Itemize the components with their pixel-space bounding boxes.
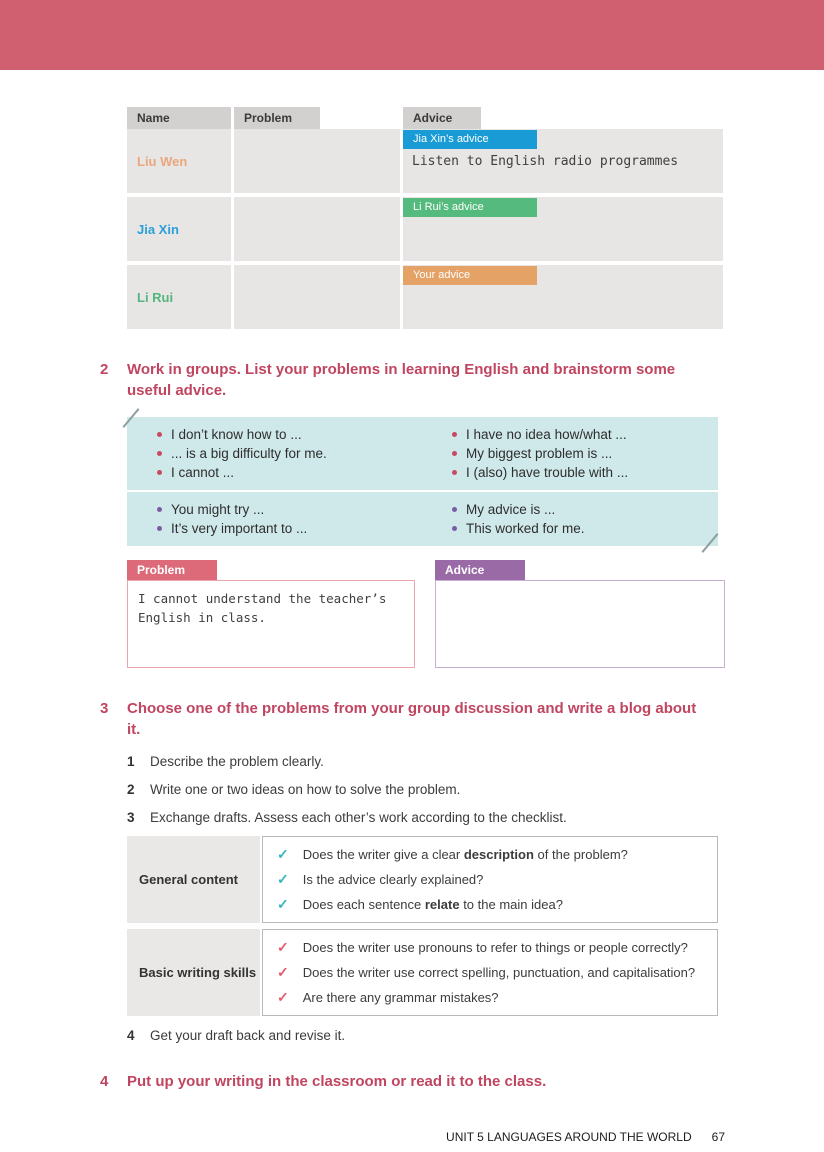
phrases-right-column [452, 500, 718, 538]
assessment-checklist [127, 836, 725, 1016]
checklist-item-text: Does the writer use correct spelling, punctuation, and capitalisation? [302, 965, 696, 980]
section4-heading [100, 1071, 725, 1092]
advice-table-body [127, 129, 725, 329]
page-top-banner [0, 0, 824, 70]
phrase-text: I (also) have trouble with ... [466, 465, 629, 480]
step-item [127, 780, 725, 799]
column-header-advice: Advice [403, 107, 481, 129]
advice-cell-row2 [403, 197, 723, 261]
advice-write-box [435, 560, 725, 668]
section2-title: Work in groups. List your problems in learning English and brainstorm some useful advice. [127, 361, 676, 399]
footer-page-number: 67 [711, 1130, 725, 1144]
bullet-dot-icon [452, 507, 457, 512]
problem-handwritten-text: I cannot understand the teacher’s English in class. [138, 591, 387, 625]
step-number: 4 [127, 1028, 135, 1043]
advice-handwritten-text-row1: Listen to English radio programmes [412, 154, 679, 169]
phrase-item [452, 500, 718, 519]
bullet-dot-icon [157, 451, 162, 456]
footer-unit-text: UNIT 5 LANGUAGES AROUND THE WORLD [446, 1130, 692, 1144]
phrase-item [157, 500, 452, 519]
phrase-text: This worked for me. [466, 521, 585, 536]
advice-cell-row3 [403, 265, 723, 329]
step-number: 2 [127, 782, 135, 797]
phrase-text: I cannot ... [171, 465, 235, 480]
checklist-item-text: Does the writer give a clear description of the problem? [302, 847, 628, 862]
phrase-text: My biggest problem is ... [466, 446, 613, 461]
step-item [127, 752, 725, 771]
section3-steps [127, 752, 725, 827]
bullet-dot-icon [157, 526, 162, 531]
bullet-dot-icon [157, 432, 162, 437]
checklist-item-text: Does each sentence relate to the main idea? [302, 897, 563, 912]
problem-box-label: Problem [127, 560, 217, 580]
section2-number: 2 [100, 361, 109, 378]
checklist-block-general-content [127, 836, 725, 923]
section3-heading [100, 698, 725, 740]
advice-box-label: Advice [435, 560, 525, 580]
step-text: Write one or two ideas on how to solve the problem. [150, 782, 461, 797]
phrase-item [157, 444, 452, 463]
advice-phrases-group [127, 492, 718, 546]
useful-expressions-box [127, 417, 718, 546]
bullet-dot-icon [452, 451, 457, 456]
advice-label-your-advice: Your advice [403, 266, 537, 285]
check-icon: ✓ [277, 989, 289, 1005]
name-cell-li-rui: Li Rui [127, 265, 231, 329]
checklist-item [263, 935, 717, 960]
step-item [127, 1026, 725, 1045]
advice-cell-row1 [403, 129, 723, 193]
step-text: Exchange drafts. Assess each other’s work according to the checklist. [150, 810, 567, 825]
section4-title: Put up your writing in the classroom or read it to the class. [127, 1073, 547, 1090]
checklist-category: Basic writing skills [127, 929, 260, 1016]
step-item [127, 808, 725, 827]
checklist-items [262, 929, 718, 1016]
phrase-item [452, 463, 718, 482]
name-cell-liu-wen: Liu Wen [127, 129, 231, 193]
section3-title: Choose one of the problems from your group discussion and write a blog about it. [127, 700, 697, 738]
checklist-item-text: Does the writer use pronouns to refer to things or people correctly? [302, 940, 688, 955]
phrase-item [157, 463, 452, 482]
problem-write-box [127, 560, 415, 668]
checklist-item [263, 867, 717, 892]
bullet-dot-icon [452, 470, 457, 475]
page-content [0, 107, 824, 1144]
phrase-text: I have no idea how/what ... [466, 427, 627, 442]
section4-number: 4 [100, 1073, 109, 1090]
advice-box-area [435, 580, 725, 668]
problem-box-area [127, 580, 415, 668]
checklist-items [262, 836, 718, 923]
column-header-advice-wrap [403, 107, 723, 129]
problem-cell-row3 [234, 265, 400, 329]
page-footer [100, 1130, 725, 1144]
phrase-item [452, 444, 718, 463]
phrase-item [452, 425, 718, 444]
checklist-item [263, 892, 717, 917]
checklist-item [263, 960, 717, 985]
phrase-text: ... is a big difficulty for me. [171, 446, 327, 461]
checklist-block-basic-writing-skills [127, 929, 725, 1016]
phrase-text: You might try ... [171, 502, 265, 517]
phrase-text: My advice is ... [466, 502, 556, 517]
problem-cell-row2 [234, 197, 400, 261]
phrase-item [157, 425, 452, 444]
column-header-name: Name [127, 107, 231, 129]
check-icon: ✓ [277, 846, 289, 862]
advice-label-jia-xin: Jia Xin’s advice [403, 130, 537, 149]
checklist-category: General content [127, 836, 260, 923]
bullet-dot-icon [452, 526, 457, 531]
bullet-dot-icon [157, 470, 162, 475]
check-icon: ✓ [277, 896, 289, 912]
section3-step4 [127, 1026, 725, 1045]
bullet-dot-icon [452, 432, 457, 437]
phrases-right-column [452, 425, 718, 482]
bullet-dot-icon [157, 507, 162, 512]
phrase-item [452, 519, 718, 538]
phrase-text: I don’t know how to ... [171, 427, 302, 442]
check-icon: ✓ [277, 964, 289, 980]
phrase-text: It’s very important to ... [171, 521, 308, 536]
phrases-left-column [157, 500, 452, 538]
problem-advice-boxes [127, 560, 725, 668]
advice-label-li-rui: Li Rui’s advice [403, 198, 537, 217]
name-cell-jia-xin: Jia Xin [127, 197, 231, 261]
step-text: Describe the problem clearly. [150, 754, 324, 769]
column-header-problem: Problem [234, 107, 320, 129]
checklist-item-text: Is the advice clearly explained? [302, 872, 484, 887]
checklist-item-text: Are there any grammar mistakes? [302, 990, 499, 1005]
section3-number: 3 [100, 700, 109, 717]
problem-phrases-group [127, 417, 718, 490]
check-icon: ✓ [277, 871, 289, 887]
step-text: Get your draft back and revise it. [150, 1028, 346, 1043]
step-number: 3 [127, 810, 135, 825]
checklist-item [263, 985, 717, 1010]
advice-table-header-row [127, 107, 725, 129]
column-header-problem-wrap [234, 107, 400, 129]
check-icon: ✓ [277, 939, 289, 955]
section2-heading [100, 359, 725, 401]
step-number: 1 [127, 754, 135, 769]
checklist-item [263, 842, 717, 867]
problem-cell-row1 [234, 129, 400, 193]
phrases-left-column [157, 425, 452, 482]
phrase-item [157, 519, 452, 538]
